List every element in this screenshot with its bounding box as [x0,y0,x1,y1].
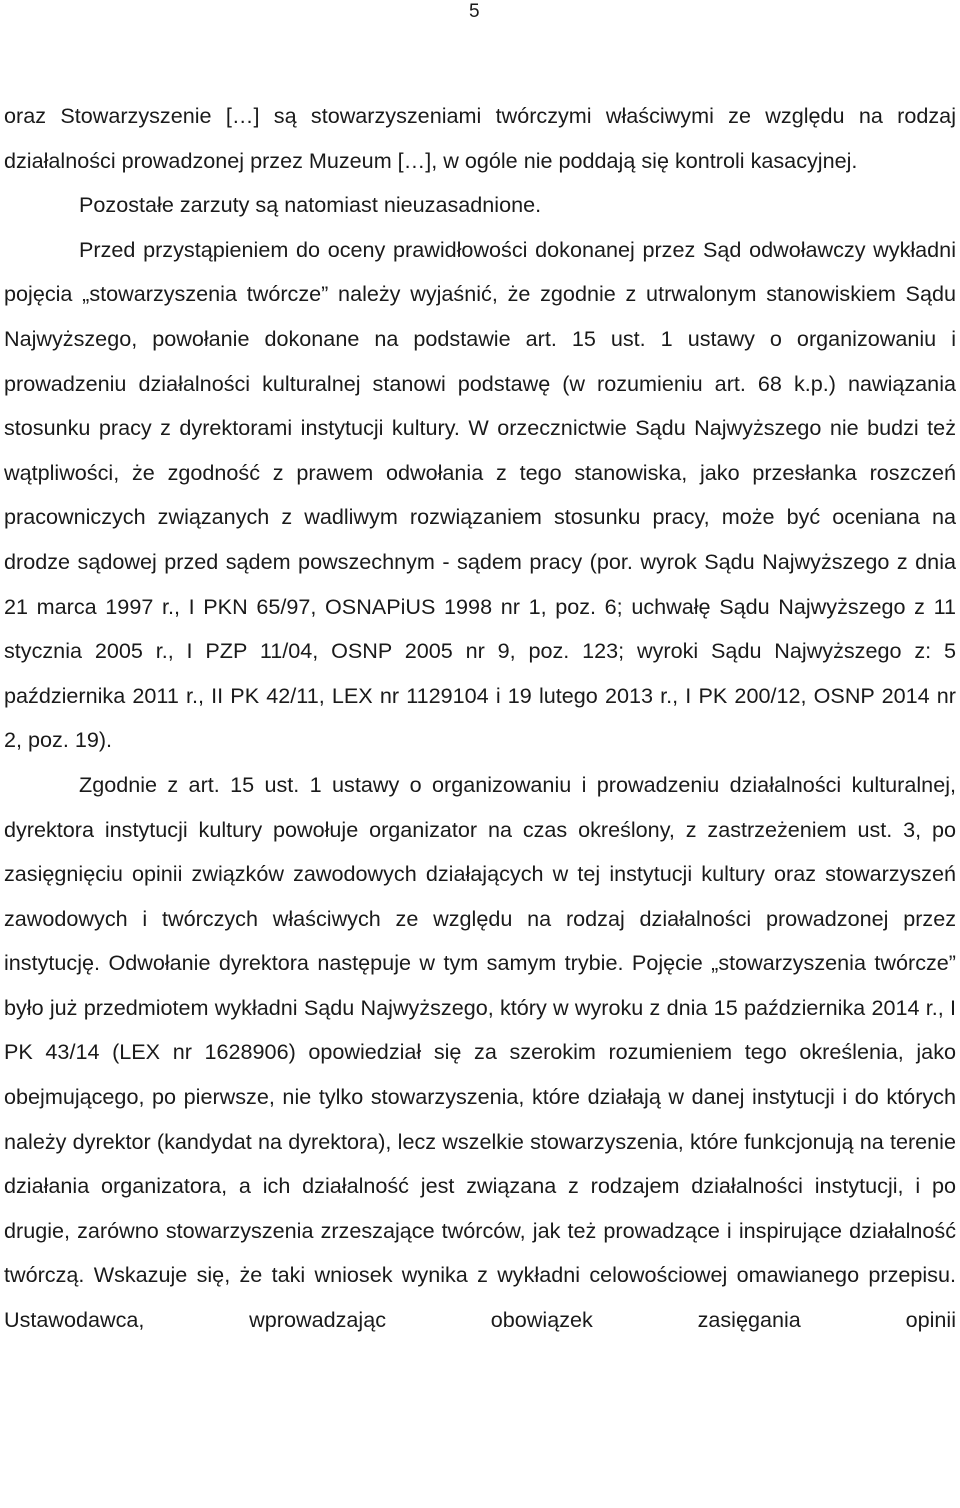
document-body [4,94,956,1343]
page-number: 5 [469,1,480,22]
paragraph-1: oraz Stowarzyszenie […] są stowarzyszeniami twórczymi właściwymi ze względu na rodzaj działalności prowadzonej przez Muzeum […], w ogóle nie poddają się kontroli kasacyjnej. [4,103,956,173]
paragraph-4: Zgodnie z art. 15 ust. 1 ustawy o organizowaniu i prowadzeniu działalności kulturalnej, dyrektora instytucji kultury powołuje organizator na czas określony, z zastrzeżeniem ust. 3, po zasięgnięciu opinii związków zawodowych działających w tej instytucji kultury oraz stowarzyszeń zawodowych i twórczych właściwych ze względu na rodzaj działalności prowadzonej przez instytucję. Odwołanie dyrektora następuje w tym samym trybie. Pojęcie „stowarzyszenia twórcze” było już przedmiotem wykładni Sądu Najwyższego, który w wyroku z dnia 15 października 2014 r., I PK 43/14 (LEX nr 1628906) opowiedział się za szerokim rozumieniem tego określenia, jako obejmującego, po pierwsze, nie tylko stowarzyszenia, które działają w danej instytucji i do których należy dyrektor (kandydat na dyrektora), lecz wszelkie stowarzyszenia, które funkcjonują na terenie działania organizatora, a ich działalność jest związana z rodzajem działalności instytucji, i po drugie, zarówno stowarzyszenia zrzeszające twórców, jak też prowadzące i inspirujące działalność twórczą. Wskazuje się, że taki wniosek wynika z wykładni celowościowej omawianego przepisu. Ustawodawca, wprowadzając obowiązek zasięgania opinii [4,771,956,1333]
paragraph-2: Pozostałe zarzuty są natomiast nieuzasadnione. [79,192,542,218]
paragraph-3: Przed przystąpieniem do oceny prawidłowości dokonanej przez Sąd odwoławczy wykładni pojęcia „stowarzyszenia twórcze” należy wyjaśnić, że zgodnie z utrwalonym stanowiskiem Sądu Najwyższego, powołanie dokonane na podstawie art. 15 ust. 1 ustawy o organizowaniu i prowadzeniu działalności kulturalnej stanowi podstawę (w rozumieniu art. 68 k.p.) nawiązania stosunku pracy z dyrektorami instytucji kultury. W orzecznictwie Sądu Najwyższego nie budzi też wątpliwości, że zgodność z prawem odwołania z tego stanowiska, jako przesłanka roszczeń pracowniczych związanych z wadliwym rozwiązaniem stosunku pracy, może być oceniana na drodze sądowej przed sądem powszechnym - sądem pracy (por. wyrok Sądu Najwyższego z dnia 21 marca 1997 r., I PKN 65/97, OSNAPiUS 1998 nr 1, poz. 6; uchwałę Sądu Najwyższego z 11 stycznia 2005 r., I PZP 11/04, OSNP 2005 nr 9, poz. 123; wyroki Sądu Najwyższego z: 5 października 2011 r., II PK 42/11, LEX nr 1129104 i 19 lutego 2013 r., I PK 200/12, OSNP 2014 nr 2, poz. 19). [4,236,956,753]
